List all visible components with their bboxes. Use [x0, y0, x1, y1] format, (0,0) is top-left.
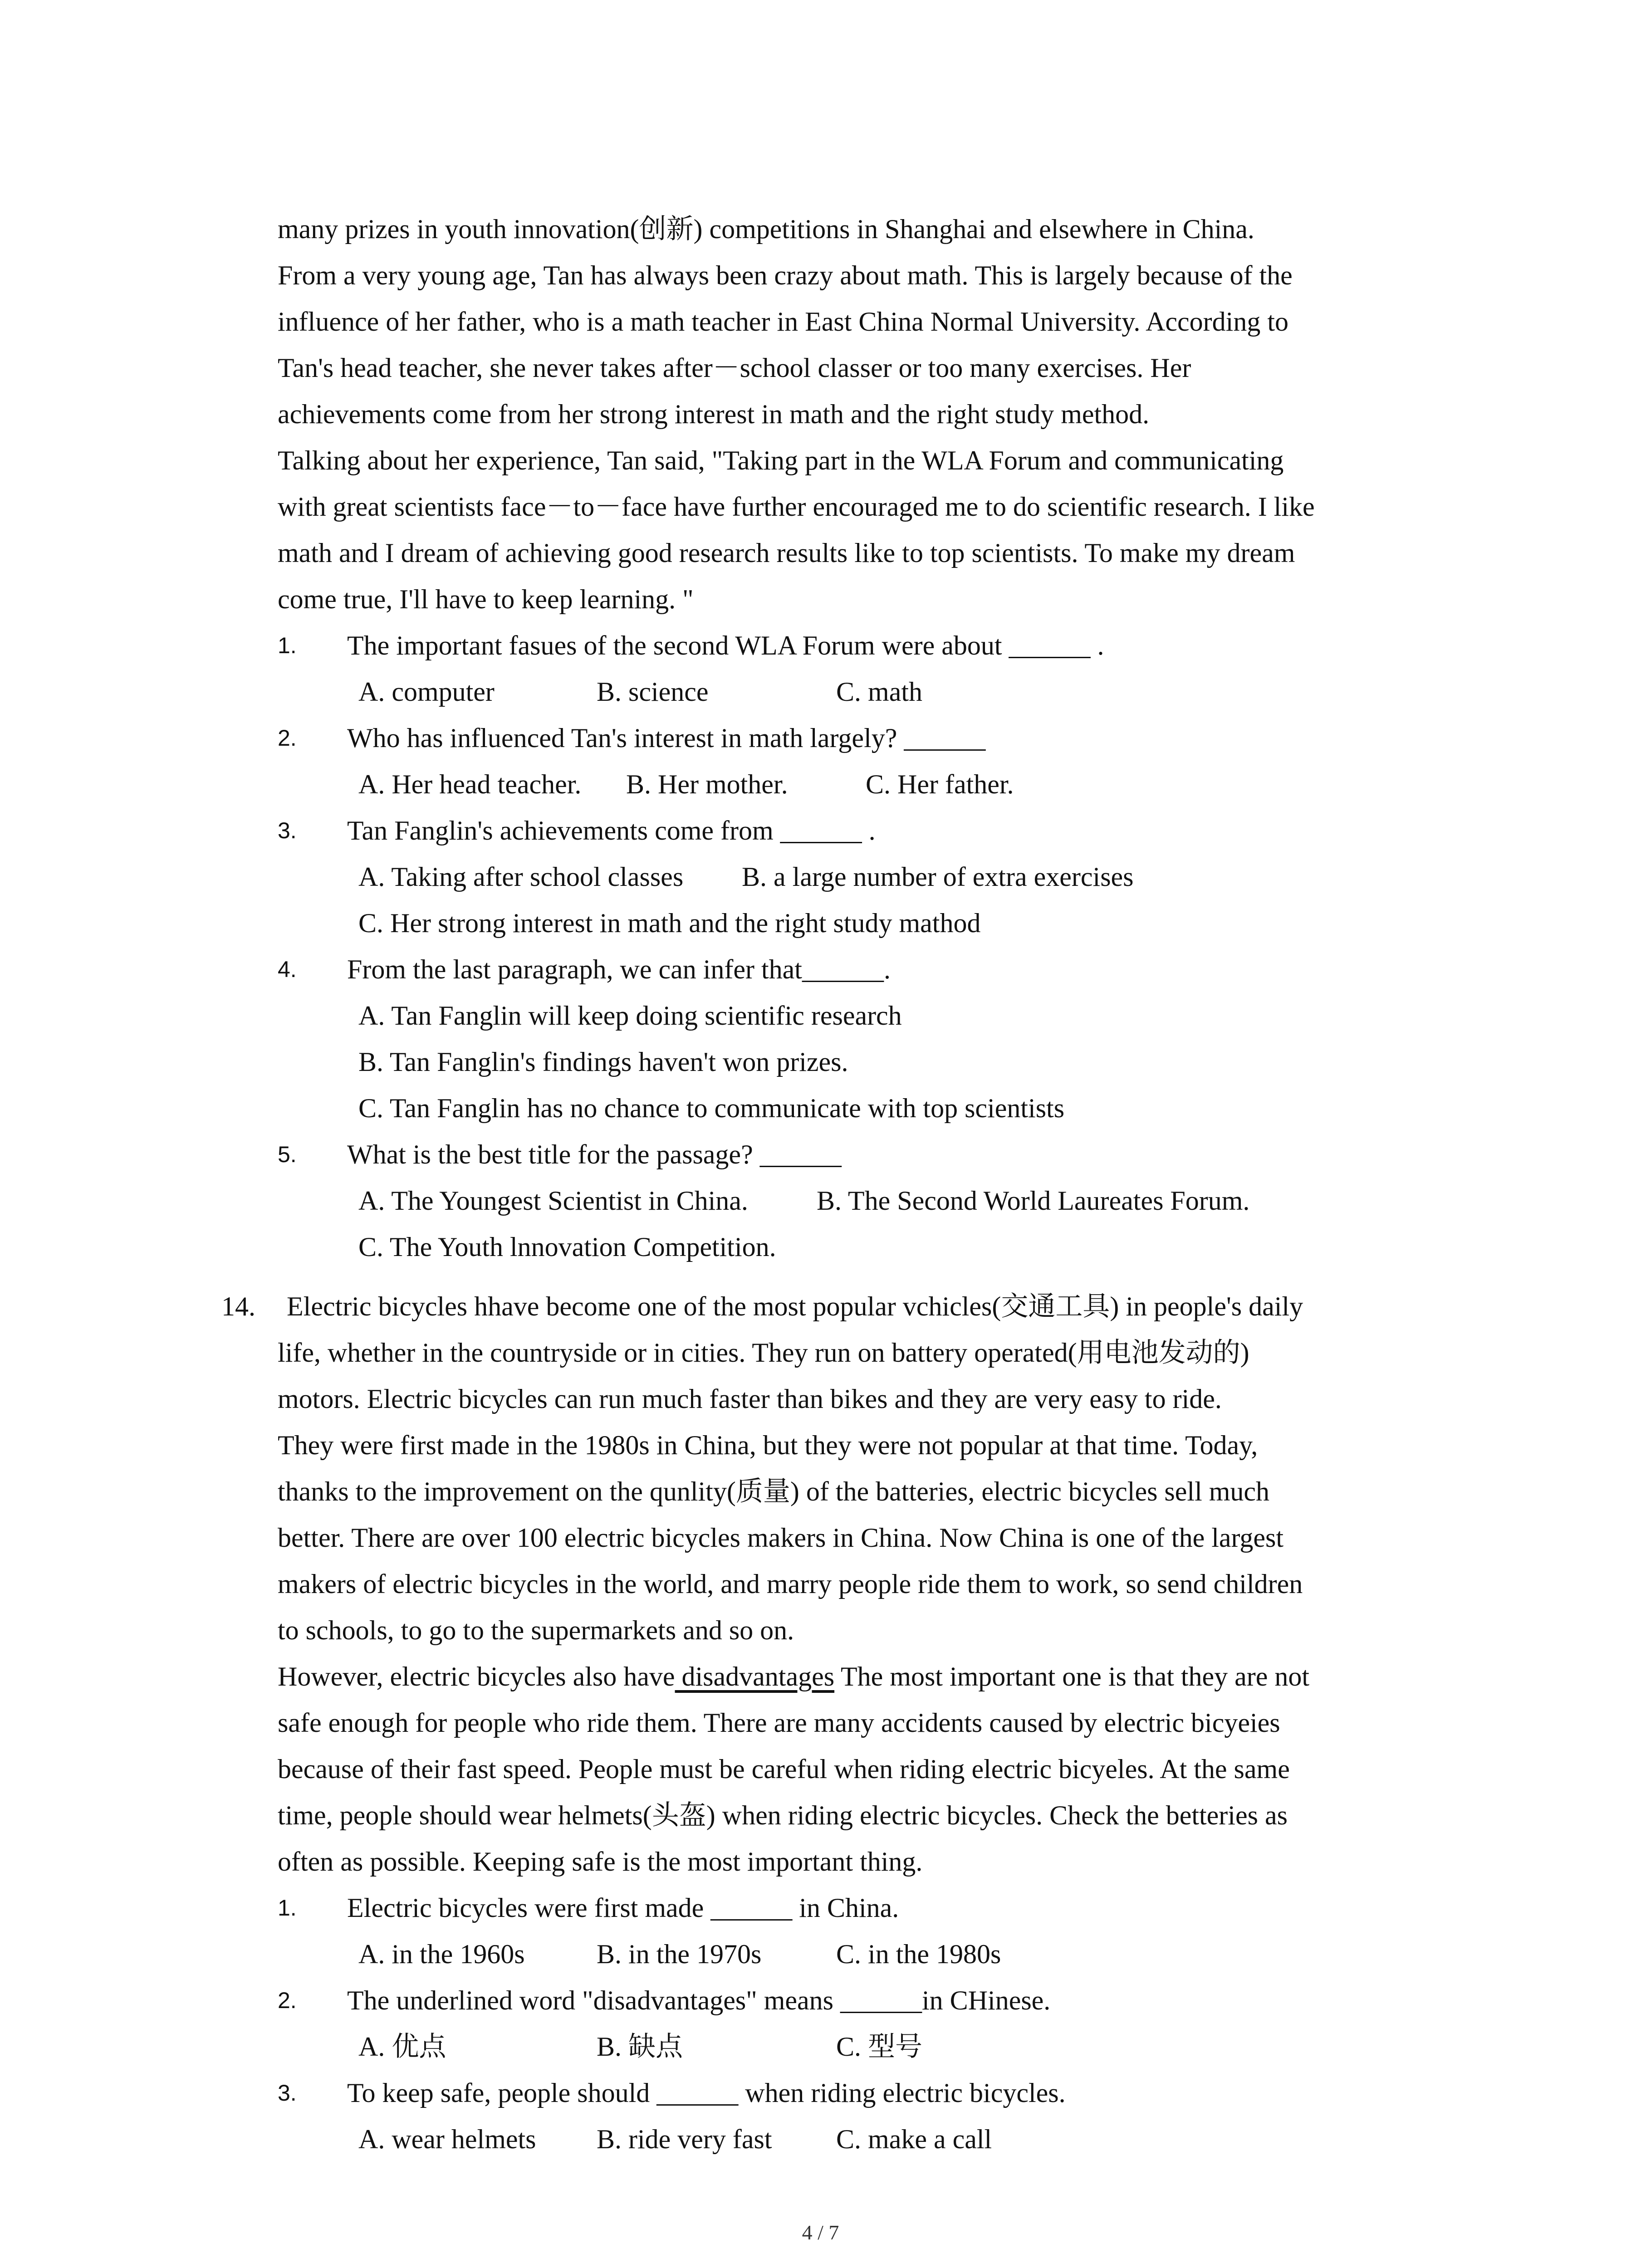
option-b: B. science — [597, 677, 709, 707]
question-number: 5. — [278, 1142, 297, 1167]
question-text: Tan Fanglin's achievements come from ______ . — [347, 816, 876, 846]
passage-line: come true, I'll have to keep learning. " — [278, 584, 694, 614]
passage-line: math and I dream of achieving good research results like to top scientists. To make my dream — [278, 538, 1295, 568]
passage-line: Talking about her experience, Tan said, "Taking part in the WLA Forum and communicating — [278, 445, 1284, 475]
option-a: A. Her head teacher. — [358, 769, 582, 799]
passage-line: many prizes in youth innovation(创新) competitions in Shanghai and elsewhere in China. — [278, 214, 1254, 244]
passage-line: makers of electric bicycles in the world, and marry people ride them to work, so send children — [278, 1569, 1303, 1599]
passage-line: Electric bicycles hhave become one of the most popular vchicles(交通工具) in people's daily — [287, 1291, 1303, 1321]
option-b: B. in the 1970s — [597, 1939, 762, 1969]
question-text: The important fasues of the second WLA Forum were about ______ . — [347, 631, 1104, 660]
option-a: A. computer — [358, 677, 495, 707]
question-text: Electric bicycles were first made ______ in China. — [347, 1893, 899, 1923]
text-before-underline: However, electric bicycles also have — [278, 1662, 675, 1691]
option-c: C. Tan Fanglin has no chance to communicate with top scientists — [358, 1093, 1065, 1123]
option-b: B. a large number of extra exercises — [742, 862, 1134, 892]
question-number: 3. — [278, 2080, 297, 2106]
passage-line: motors. Electric bicycles can run much faster than bikes and they are very easy to ride. — [278, 1384, 1222, 1414]
passage-line: with great scientists face－to－face have further encouraged me to do scientific research. I like — [278, 492, 1315, 522]
option-a: A. Tan Fanglin will keep doing scientific research — [358, 1001, 902, 1031]
passage-line: They were first made in the 1980s in China, but they were not popular at that time. Today, — [278, 1430, 1258, 1460]
option-a: A. in the 1960s — [358, 1939, 525, 1969]
question-text: What is the best title for the passage? ______ — [347, 1139, 842, 1169]
question-text: From the last paragraph, we can infer that______. — [347, 954, 891, 984]
question-number-14: 14. — [221, 1291, 255, 1321]
option-b: B. 缺点 — [597, 2032, 683, 2062]
question-number: 4. — [278, 957, 297, 982]
option-c: C. 型号 — [836, 2032, 923, 2062]
passage-line: time, people should wear helmets(头盔) when riding electric bicycles. Check the betteries as — [278, 1800, 1288, 1830]
page-number: 4 / 7 — [802, 2221, 839, 2244]
question-text: To keep safe, people should ______ when riding electric bicycles. — [347, 2078, 1066, 2108]
passage-line: influence of her father, who is a math teacher in East China Normal University. According to — [278, 307, 1288, 337]
question-number: 1. — [278, 1895, 297, 1921]
option-b: B. ride very fast — [597, 2124, 772, 2154]
passage-line: because of their fast speed. People must be careful when riding electric bicyeles. At the same — [278, 1754, 1290, 1784]
passage-line: safe enough for people who ride them. There are many accidents caused by electric bicyeies — [278, 1708, 1280, 1738]
option-c: C. in the 1980s — [836, 1939, 1001, 1969]
passage-line: thanks to the improvement on the qunlity(质量) of the batteries, electric bicycles sell much — [278, 1476, 1270, 1506]
option-b: B. Tan Fanglin's findings haven't won prizes. — [358, 1047, 848, 1077]
option-b: B. Her mother. — [626, 769, 788, 799]
option-b: B. The Second World Laureates Forum. — [817, 1186, 1250, 1216]
option-a: A. wear helmets — [358, 2124, 536, 2154]
passage-line: achievements come from her strong interest in math and the right study method. — [278, 399, 1150, 429]
text-after-underline: The most important one is that they are not — [834, 1662, 1310, 1691]
question-number: 2. — [278, 1988, 297, 2013]
option-c: C. Her strong interest in math and the right study mathod — [358, 908, 981, 938]
passage-line: From a very young age, Tan has always been crazy about math. This is largely because of the — [278, 260, 1293, 290]
question-number: 3. — [278, 818, 297, 843]
option-c: C. make a call — [836, 2124, 992, 2154]
passage-line: to schools, to go to the supermarkets and so on. — [278, 1615, 794, 1645]
question-text: Who has influenced Tan's interest in math largely? ______ — [347, 723, 986, 753]
passage-line: better. There are over 100 electric bicycles makers in China. Now China is one of the largest — [278, 1523, 1284, 1553]
option-a: A. The Youngest Scientist in China. — [358, 1186, 748, 1216]
option-c: C. math — [836, 677, 922, 707]
passage-line: Tan's head teacher, she never takes after－school classer or too many exercises. Her — [278, 353, 1191, 383]
passage-line-underlined — [278, 1654, 1309, 1699]
question-text: The underlined word "disadvantages" means ______in CHinese. — [347, 1985, 1051, 2015]
passage-line: often as possible. Keeping safe is the most important thing. — [278, 1847, 923, 1877]
option-c: C. Her father. — [866, 769, 1014, 799]
option-c: C. The Youth lnnovation Competition. — [358, 1232, 776, 1262]
option-a: A. Taking after school classes — [358, 862, 684, 892]
option-a: A. 优点 — [358, 2032, 446, 2062]
passage-line: life, whether in the countryside or in cities. They run on battery operated(用电池发动的) — [278, 1338, 1249, 1368]
underlined-word: disadvantages — [675, 1662, 835, 1691]
question-number: 2. — [278, 725, 297, 751]
question-number: 1. — [278, 633, 297, 658]
